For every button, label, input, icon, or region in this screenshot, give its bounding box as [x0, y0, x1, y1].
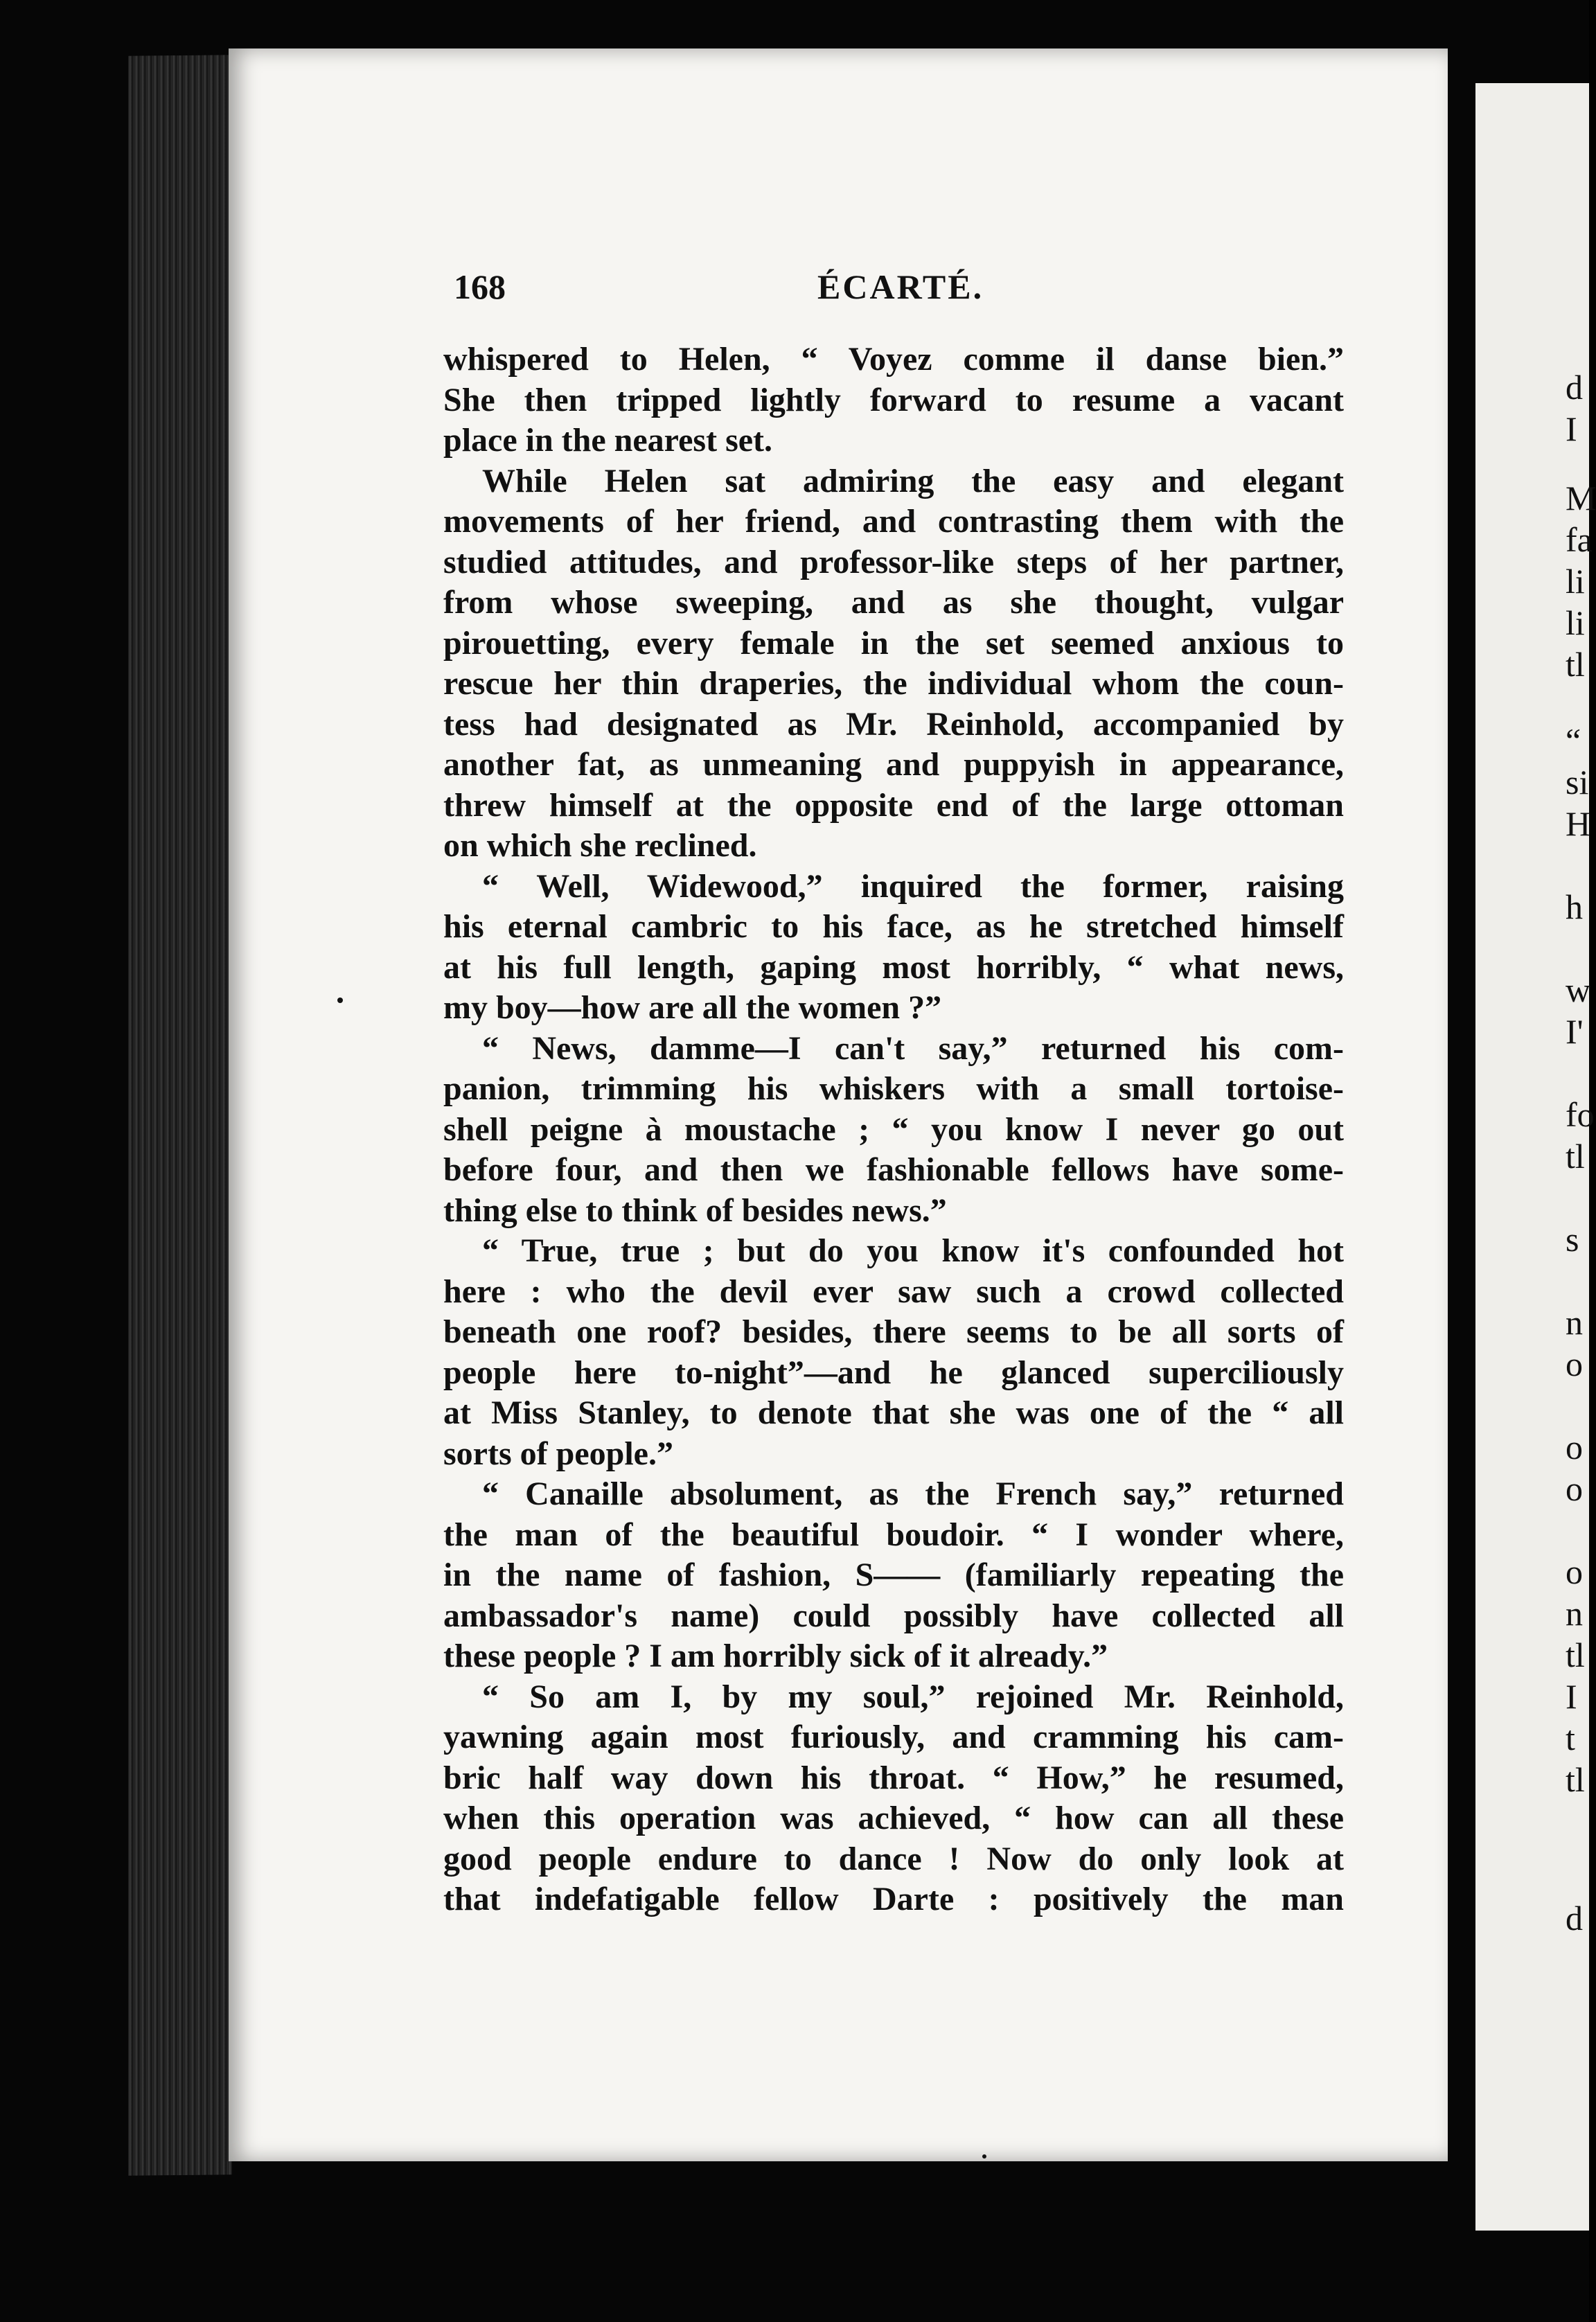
text-line: tess had designated as Mr. Reinhold, accompanied by: [443, 705, 1344, 743]
text-line: While Helen sat admiring the easy and elegant: [482, 462, 1344, 499]
text-line: on which she reclined.: [443, 827, 757, 864]
text-line: beneath one roof? besides, there seems to be all sorts of: [443, 1313, 1344, 1350]
facing-page-fragment: H: [1566, 804, 1591, 843]
text-line: at his full length, gaping most horribly, “ what news,: [443, 948, 1344, 986]
text-line: studied attitudes, and professor-like steps of her partner,: [443, 543, 1344, 580]
text-line: the man of the beautiful boudoir. “ I wonder where,: [443, 1516, 1344, 1553]
text-line: yawning again most furiously, and cramming his cam-: [443, 1719, 1344, 1755]
text-line: ambassador's name) could possibly have collected all: [443, 1597, 1344, 1634]
facing-page-fragment: M: [1566, 479, 1596, 517]
facing-page-fragment: o: [1566, 1428, 1583, 1466]
text-line: from whose sweeping, and as she thought, vulgar: [443, 584, 1344, 621]
text-line: “ Canaille absolument, as the French say,” returned: [482, 1475, 1344, 1512]
text-line: my boy—how are all the women ?”: [443, 989, 942, 1026]
facing-page-fragment: I: [1566, 1677, 1577, 1716]
facing-page-fragment: “: [1566, 721, 1581, 760]
text-line: another fat, as unmeaning and puppyish in appearance,: [443, 746, 1344, 783]
text-line: when this operation was achieved, “ how can all these: [443, 1800, 1344, 1836]
text-line: his eternal cambric to his face, as he stretched himself: [443, 908, 1344, 945]
text-line: sorts of people.”: [443, 1435, 673, 1472]
text-line: bric half way down his throat. “ How,” he resumed,: [443, 1759, 1344, 1796]
text-line: “ Well, Widewood,” inquired the former, raising: [482, 867, 1344, 905]
facing-page-fragment: tl: [1566, 1137, 1585, 1176]
text-line: whispered to Helen, “ Voyez comme il danse bien.”: [443, 341, 1344, 378]
facing-page-fragment: tl: [1566, 645, 1585, 684]
facing-page-fragment: I': [1566, 1012, 1584, 1051]
facing-page-fragment: h: [1566, 887, 1583, 926]
ink-speck: [982, 2154, 986, 2159]
text-line: “ News, damme—I can't say,” returned his com-: [482, 1029, 1344, 1067]
facing-page-fragment: fo: [1566, 1095, 1595, 1134]
running-title: ÉCARTÉ.: [817, 267, 984, 306]
facing-page-fragment: fa: [1566, 520, 1593, 559]
facing-page-fragment: tl: [1566, 1636, 1585, 1674]
text-line: shell peigne à moustache ; “ you know I never go out: [443, 1110, 1344, 1148]
text-line: pirouetting, every female in the set seemed anxious to: [443, 624, 1344, 662]
facing-page-fragment: d: [1566, 1899, 1583, 1938]
facing-page-fragment: s: [1566, 1220, 1579, 1259]
text-line: “ True, true ; but do you know it's confounded hot: [482, 1232, 1344, 1269]
book-page-edges: [128, 55, 232, 2176]
text-line: thing else to think of besides news.”: [443, 1191, 947, 1229]
text-line: people here to-night”—and he glanced superciliously: [443, 1354, 1344, 1391]
facing-page-fragment: li: [1566, 603, 1585, 642]
text-line: threw himself at the opposite end of the large ottoman: [443, 786, 1344, 824]
facing-page-fragment: li: [1566, 562, 1585, 601]
text-line: good people endure to dance ! Now do only look at: [443, 1840, 1344, 1877]
text-line: She then tripped lightly forward to resume a vacant: [443, 381, 1344, 418]
text-line: panion, trimming his whiskers with a small tortoise-: [443, 1070, 1344, 1107]
page-header: [454, 267, 1354, 308]
facing-page-edge: [1475, 83, 1596, 2231]
facing-page-fragment: tl: [1566, 1760, 1585, 1799]
facing-page-fragment: I: [1566, 409, 1577, 448]
facing-page-fragment: d: [1566, 368, 1583, 407]
page-number: 168: [454, 267, 506, 306]
text-line: rescue her thin draperies, the individual whom the coun-: [443, 665, 1344, 702]
facing-page-fragment: w: [1566, 971, 1591, 1009]
facing-page-fragment: n: [1566, 1594, 1583, 1633]
text-line: before four, and then we fashionable fellows have some-: [443, 1151, 1344, 1188]
text-line: movements of her friend, and contrasting them with the: [443, 503, 1344, 540]
facing-page-fragment: o: [1566, 1469, 1583, 1508]
facing-page-fragment: t: [1566, 1719, 1575, 1757]
text-line: place in the nearest set.: [443, 422, 773, 459]
body-text: [443, 339, 1344, 1920]
facing-page-fragment: si: [1566, 763, 1589, 801]
facing-page-fragment: o: [1566, 1345, 1583, 1383]
text-line: in the name of fashion, S—— (familiarly repeating the: [443, 1557, 1344, 1593]
text-line: that indefatigable fellow Darte : positively the man: [443, 1881, 1344, 1917]
text-line: here : who the devil ever saw such a crowd collected: [443, 1273, 1344, 1310]
text-line: “ So am I, by my soul,” rejoined Mr. Reinhold,: [482, 1678, 1344, 1715]
ink-speck: [337, 998, 343, 1003]
text-line: these people ? I am horribly sick of it already.”: [443, 1638, 1108, 1674]
text-line: at Miss Stanley, to denote that she was one of the “ all: [443, 1394, 1344, 1431]
facing-page-fragment: n: [1566, 1303, 1583, 1342]
facing-page-fragment: o: [1566, 1552, 1583, 1591]
